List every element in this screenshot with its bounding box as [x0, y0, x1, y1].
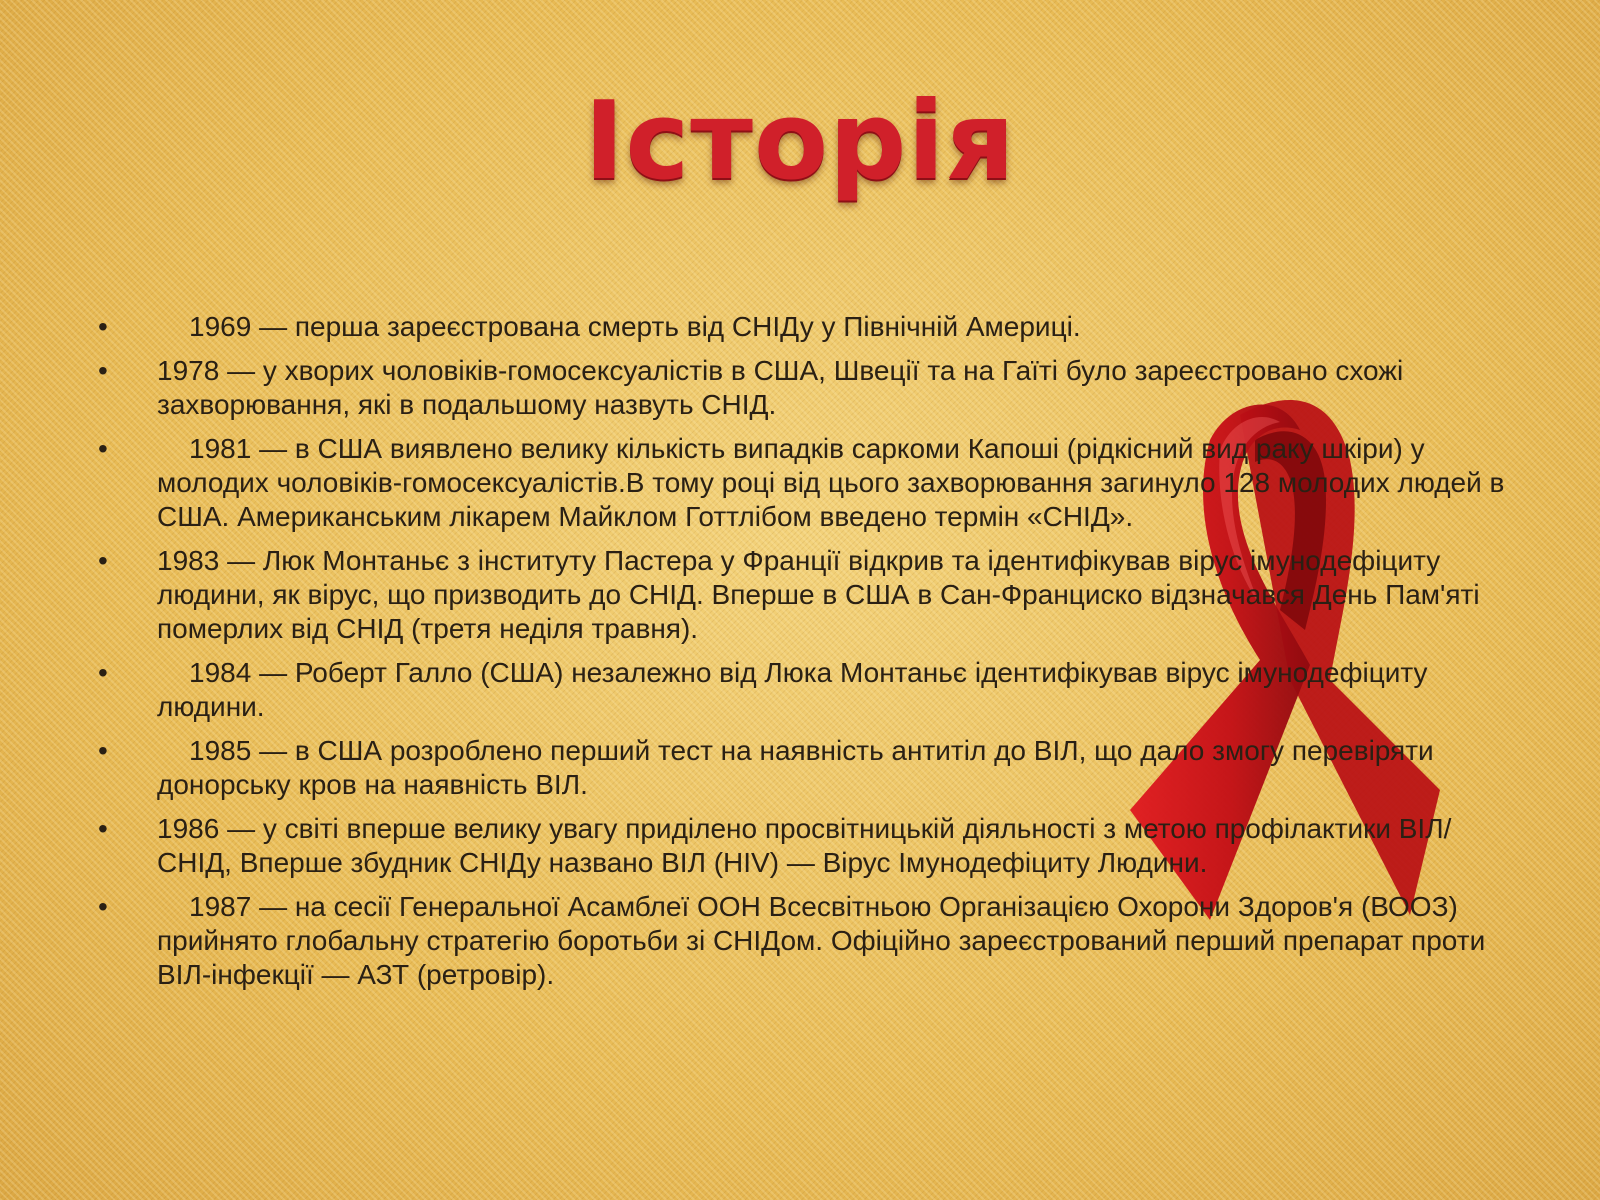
timeline-item-1984 [88, 656, 1508, 724]
timeline-text: 1985 — в США розроблено перший тест на наявність антитіл до ВІЛ, що дало змогу перевіряти донорську кров на наявність ВІЛ. [157, 735, 1434, 800]
timeline-item-1981 [88, 432, 1508, 534]
timeline-text: 1978 — у хворих чоловіків-гомосексуалістів в США, Швеції та на Гаїті було зареєстровано схожі захворювання, які в подальшому назвуть СНІД. [157, 355, 1404, 420]
timeline-text: 1987 — на сесії Генеральної Асамблеї ООН Всесвітньою Організацією Охорони Здоров'я (ВООЗ) прийнято глобальну стратегію боротьби зі СНІДом. Офіційно зареєстрований перший препарат проти ВІЛ-інфекції — АЗТ (ретровір). [157, 891, 1486, 990]
timeline-item-1987 [88, 890, 1508, 992]
slide-title: Історія [584, 79, 1016, 204]
timeline-text: 1984 — Роберт Галло (США) незалежно від Люка Монтаньє ідентифікував вірус імунодефіциту людини. [157, 657, 1428, 722]
timeline-item-1983 [88, 544, 1508, 646]
timeline-item-1978 [88, 354, 1508, 422]
timeline-text: 1986 — у світі вперше велику увагу приділено просвітницькій діяльності з метою профілактики ВІЛ/СНІД, Вперше збудник СНІДу названо ВІЛ (HIV) — Вірус Імунодефіциту Людини. [157, 813, 1452, 878]
timeline-item-1986 [88, 812, 1508, 880]
bullet-icon: • [98, 355, 108, 386]
timeline-item-1969 [88, 310, 1508, 344]
timeline-text: 1983 — Люк Монтаньє з інституту Пастера у Франції відкрив та ідентифікував вірус імунодефіциту людини, як вірус, що призводить до СНІД. Вперше в США в Сан-Франциско відзначався День Пам'яті померлих від СНІД (третя неділя травня). [157, 545, 1480, 644]
bullet-icon: • [98, 311, 108, 342]
timeline-text: 1981 — в США виявлено велику кількість випадків саркоми Капоші (рідкісний вид раку шкіри) у молодих чоловіків-гомосексуалістів.В тому році від цього захворювання загинуло 128 молодих людей в США. Американським лікарем Майклом Готтлібом введено термін «СНІД». [157, 433, 1505, 532]
bullet-icon: • [98, 813, 108, 844]
timeline-list [88, 310, 1508, 1002]
timeline-text: 1969 — перша зареєстрована смерть від СНІДу у Північній Америці. [189, 311, 1081, 342]
bullet-icon: • [98, 735, 108, 766]
timeline-item-1985 [88, 734, 1508, 802]
bullet-icon: • [98, 433, 108, 464]
bullet-icon: • [98, 891, 108, 922]
bullet-icon: • [98, 657, 108, 688]
bullet-icon: • [98, 545, 108, 576]
